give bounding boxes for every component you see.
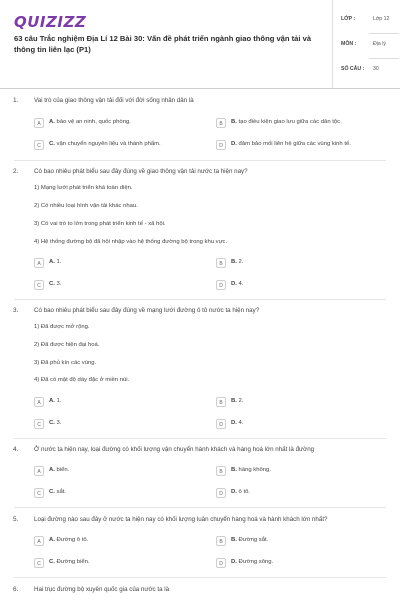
option-letter-box: C bbox=[34, 488, 44, 498]
option-value: biển. bbox=[56, 467, 70, 473]
question-text: Vai trò của giao thông vận tải đối với đời sống nhân dân là bbox=[34, 97, 194, 104]
option-text bbox=[49, 141, 161, 147]
option-value: đảm bảo mối liên hệ giữa các vùng kinh tế. bbox=[238, 141, 351, 147]
option-text bbox=[231, 281, 243, 287]
option-text bbox=[49, 420, 61, 426]
statement-2: 2) Có nhiều loại hình vận tải khác nhau. bbox=[34, 203, 138, 209]
option-letter-box: C bbox=[34, 140, 44, 150]
option-key: B. bbox=[231, 259, 237, 265]
option-letter-box: D bbox=[216, 280, 226, 290]
question-number: 4. bbox=[13, 446, 19, 453]
option-value: sắt. bbox=[56, 489, 67, 495]
class-value: Lớp 12 bbox=[373, 16, 390, 22]
question-text: Hai trục đường bộ xuyên quốc gia của nước ta là bbox=[34, 586, 170, 593]
option-text bbox=[231, 559, 273, 565]
class-label: LỚP : bbox=[341, 16, 356, 22]
option-key: D. bbox=[231, 489, 237, 495]
option-key: A. bbox=[49, 259, 55, 265]
option-text bbox=[231, 467, 271, 473]
option-letter-box: C bbox=[34, 558, 44, 568]
option-key: B. bbox=[231, 398, 237, 404]
option-key: B. bbox=[231, 537, 237, 543]
option-text bbox=[49, 281, 61, 287]
option-value: 2. bbox=[238, 259, 244, 265]
option-key: D. bbox=[231, 281, 237, 287]
question-number: 6. bbox=[13, 586, 19, 593]
option-value: vận chuyển nguyên liệu và thành phẩm. bbox=[56, 141, 161, 147]
option-key: C. bbox=[49, 559, 55, 565]
option-letter-box: B bbox=[216, 258, 226, 268]
option-value: ô tô. bbox=[238, 489, 251, 495]
option-value: Đường sắt. bbox=[238, 537, 269, 543]
option-letter-box: B bbox=[216, 536, 226, 546]
option-letter-box: B bbox=[216, 397, 226, 407]
option-value: hàng không. bbox=[238, 467, 271, 473]
option-key: A. bbox=[49, 467, 55, 473]
option-key: A. bbox=[49, 537, 55, 543]
statement-3: 3) Có vai trò to lớn trong phát triển kinh tế - xã hội. bbox=[34, 221, 166, 227]
option-text bbox=[49, 398, 61, 404]
option-text bbox=[231, 119, 342, 125]
option-text bbox=[231, 141, 351, 147]
option-letter-box: A bbox=[34, 397, 44, 407]
question-divider bbox=[14, 160, 386, 161]
option-letter-box: D bbox=[216, 419, 226, 429]
option-key: C. bbox=[49, 420, 55, 426]
option-value: bảo vệ an ninh, quốc phòng. bbox=[56, 119, 131, 125]
option-letter-box: A bbox=[34, 536, 44, 546]
statement-1: 1) Đã được mở rộng. bbox=[34, 324, 90, 330]
option-value: 3. bbox=[56, 281, 62, 287]
option-value: 1. bbox=[56, 259, 62, 265]
option-key: A. bbox=[49, 398, 55, 404]
option-text bbox=[231, 489, 250, 495]
statement-4: 4) Hệ thống đường bộ đã hội nhập vào hệ thống đường bộ trong khu vực. bbox=[34, 239, 228, 245]
option-text bbox=[49, 559, 90, 565]
option-key: B. bbox=[231, 119, 237, 125]
option-key: C. bbox=[49, 141, 55, 147]
option-text bbox=[231, 259, 243, 265]
option-value: Đường sông. bbox=[238, 559, 274, 565]
option-value: 1. bbox=[56, 398, 62, 404]
option-key: D. bbox=[231, 141, 237, 147]
option-text bbox=[231, 537, 268, 543]
question-divider bbox=[14, 438, 386, 439]
option-letter-box: C bbox=[34, 280, 44, 290]
option-key: A. bbox=[49, 119, 55, 125]
question-number: 5. bbox=[13, 516, 19, 523]
option-key: B. bbox=[231, 467, 237, 473]
quizizz-logo: QUIZIZZ bbox=[14, 13, 87, 31]
question-text: Ở nước ta hiện nay, loại đường có khối lượng vận chuyển hành khách và hàng hoá lớn nhất là đường bbox=[34, 446, 315, 453]
option-key: D. bbox=[231, 420, 237, 426]
question-number: 3. bbox=[13, 307, 19, 314]
question-text: Loại đường nào sau đây ở nước ta hiện nay có khối lượng luân chuyển hàng hoá và hành khách lớn nhất? bbox=[34, 516, 328, 523]
option-letter-box: B bbox=[216, 118, 226, 128]
worksheet-meta bbox=[332, 0, 400, 88]
count-value: 30 bbox=[373, 66, 379, 72]
count-label: SỐ CÂU : bbox=[341, 66, 365, 72]
option-letter-box: A bbox=[34, 118, 44, 128]
option-value: Đường biển. bbox=[56, 559, 90, 565]
statement-2: 2) Đã được hiện đại hoá. bbox=[34, 342, 100, 348]
option-text bbox=[231, 420, 243, 426]
option-value: Đường ô tô. bbox=[56, 537, 89, 543]
question-text: Có bao nhiêu phát biểu sau đây đúng về giao thông vận tải nước ta hiện nay? bbox=[34, 168, 248, 175]
option-letter-box: C bbox=[34, 419, 44, 429]
subject-value: Địa lý bbox=[373, 41, 386, 47]
option-text bbox=[49, 537, 88, 543]
option-key: C. bbox=[49, 489, 55, 495]
option-letter-box: A bbox=[34, 466, 44, 476]
option-key: D. bbox=[231, 559, 237, 565]
option-value: 3. bbox=[56, 420, 62, 426]
question-divider bbox=[14, 577, 386, 578]
worksheet-title: 63 câu Trắc nghiệm Địa Lí 12 Bài 30: Vấn đề phát triển ngành giao thông vận tải và thông tin liên lạc (P1) bbox=[14, 34, 312, 54]
option-letter-box: A bbox=[34, 258, 44, 268]
option-text bbox=[231, 398, 243, 404]
question-number: 2. bbox=[13, 168, 19, 175]
option-value: 4. bbox=[238, 420, 244, 426]
option-letter-box: D bbox=[216, 558, 226, 568]
option-value: 2. bbox=[238, 398, 244, 404]
option-key: C. bbox=[49, 281, 55, 287]
subject-label: MÔN : bbox=[341, 41, 357, 47]
statement-3: 3) Đã phủ kín các vùng. bbox=[34, 360, 97, 366]
option-text bbox=[49, 119, 131, 125]
class-underline bbox=[369, 33, 399, 34]
subject-underline bbox=[369, 58, 399, 59]
option-text bbox=[49, 259, 61, 265]
option-letter-box: D bbox=[216, 488, 226, 498]
option-letter-box: D bbox=[216, 140, 226, 150]
option-text bbox=[49, 467, 69, 473]
option-text bbox=[49, 489, 66, 495]
statement-1: 1) Mạng lưới phát triển khá toàn diện. bbox=[34, 185, 133, 191]
worksheet-header bbox=[0, 0, 400, 89]
question-divider bbox=[14, 507, 386, 508]
option-value: 4. bbox=[238, 281, 244, 287]
option-value: tạo điều kiện giao lưu giữa các dân tộc. bbox=[238, 119, 342, 125]
option-letter-box: B bbox=[216, 466, 226, 476]
question-text: Có bao nhiêu phát biểu sau đây đúng về mạng lưới đường ô tô nước ta hiện nay? bbox=[34, 307, 260, 314]
question-divider bbox=[14, 299, 386, 300]
question-number: 1. bbox=[13, 97, 19, 104]
statement-4: 4) Đã có mật độ dày đặc ở miền núi. bbox=[34, 377, 130, 383]
